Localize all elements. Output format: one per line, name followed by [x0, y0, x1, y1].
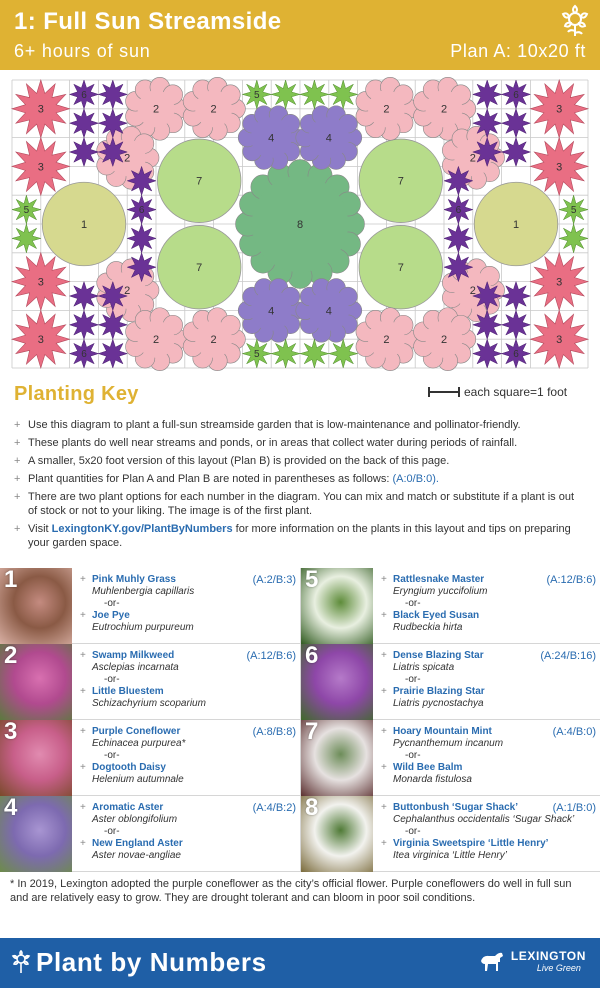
plant-6-dense-blazing-star [473, 339, 502, 368]
alt-plant-common-name: Wild Bee Balm [393, 762, 463, 773]
scale-legend [428, 385, 567, 399]
plant-entry-3 [0, 720, 300, 796]
plant-quantity: (A:2/B:3) [252, 574, 296, 586]
plant-6-dense-blazing-star [502, 138, 531, 167]
plant-scientific-name: Liatris spicata [393, 662, 455, 673]
sunflower-logo-icon [558, 4, 592, 38]
plant-number-label: 2 [124, 285, 131, 298]
alt-plant-common-name: Dogtooth Daisy [92, 762, 166, 773]
plant-photo [0, 568, 72, 644]
plant-number-label: 6 [455, 205, 462, 217]
instruction-item: + A smaller, 5x20 foot version of this layout (Plan B) is provided on the back of this page. [14, 455, 450, 467]
plant-quantity: (A:4/B:0) [552, 726, 596, 738]
plant-6-dense-blazing-star [70, 310, 99, 339]
plant-scientific-name: Cephalanthus occidentalis ‘Sugar Shack’ [393, 814, 575, 825]
plant-6-dense-blazing-star [98, 282, 127, 311]
plant-number-label: 7 [196, 262, 203, 275]
plant-6-dense-blazing-star [473, 282, 502, 311]
planting-key-title: Planting Key [14, 383, 139, 405]
plant-scientific-name: Asclepias incarnata [92, 662, 179, 673]
plant-number-label: 7 [196, 175, 203, 188]
plant-6-dense-blazing-star [70, 138, 99, 167]
plan-size: Plan A: 10x20 ft [450, 41, 586, 61]
plant-number-label: 2 [383, 103, 390, 116]
alt-plant-scientific-name: Itea virginica ‘Little Henry’ [393, 850, 507, 861]
plant-quantity: (A:4/B:2) [252, 802, 296, 814]
plant-common-name: Rattlesnake Master [393, 574, 485, 585]
plant-photo [301, 796, 373, 872]
plant-number-label: 5 [254, 349, 260, 361]
alt-plant-scientific-name: Rudbeckia hirta [393, 622, 463, 633]
plant-common-name: Purple Coneflower [92, 726, 181, 737]
plant-number-label: 4 [268, 305, 275, 318]
plant-scientific-name: Echinacea purpurea* [92, 738, 186, 749]
plus-icon: + [14, 455, 21, 467]
plant-6-dense-blazing-star [98, 109, 127, 138]
plant-number-label: 4 [325, 132, 332, 145]
plant-entry-6 [300, 644, 600, 720]
plant-number: 4 [4, 794, 18, 821]
plant-6-dense-blazing-star [127, 166, 156, 195]
plant-scientific-name: Aster oblongifolium [92, 814, 178, 825]
footnote: * In 2019, Lexington adopted the purple coneflower as the city’s official flower. Purple coneflowers do well in full sun and are relatively easy to grow. They are drought tolerant and can bloom in poor soil conditions. [10, 878, 572, 904]
quantity-format: (A:0/B:0). [392, 473, 439, 485]
plant-scientific-name: Eryngium yuccifolium [393, 586, 488, 597]
lexington-brand [511, 949, 586, 973]
plant-common-name: Dense Blazing Star [393, 650, 484, 661]
plant-entry-7 [300, 720, 600, 796]
brand-tagline: Live Green [536, 963, 581, 973]
plant-number-label: 4 [325, 305, 332, 318]
plant-entry-1 [0, 568, 300, 644]
scale-bar-icon [428, 387, 460, 397]
plant-quantity: (A:12/B:6) [546, 574, 596, 586]
alt-plant-common-name: Virginia Sweetspire ‘Little Henry’ [393, 838, 549, 849]
brand-name: LEXINGTON [510, 949, 586, 963]
plant-number-label: 7 [397, 175, 404, 188]
plant-6-dense-blazing-star [473, 80, 502, 109]
plant-photo [0, 796, 72, 872]
plant-number-label: 2 [124, 152, 131, 165]
plant-quantity: (A:8/B:8) [252, 726, 296, 738]
plant-entry-5 [300, 568, 600, 644]
plant-number-label: 2 [440, 103, 448, 116]
plant-number: 3 [4, 718, 18, 745]
plant-number-label: 2 [469, 152, 476, 165]
plant-common-name: Pink Muhly Grass [92, 574, 176, 585]
plant-6-dense-blazing-star [444, 166, 473, 195]
plant-number-label: 2 [210, 103, 217, 116]
plant-number-label: 3 [37, 334, 44, 347]
plant-number-label: 2 [210, 334, 217, 347]
plant-photo [0, 644, 72, 720]
plant-number-label: 6 [81, 349, 87, 361]
instruction-item: + There are two plant options for each number in the diagram. You can mix and match or substitute if a plant is out of stock or not to your liking. The image is of the first plant. [14, 491, 575, 517]
plant-or-separator: -or- [405, 750, 421, 761]
plant-number-label: 6 [513, 349, 519, 361]
plus-icon: + [14, 491, 21, 503]
plant-number: 7 [305, 718, 319, 745]
plus-icon: + [14, 523, 21, 535]
plant-6-dense-blazing-star [444, 224, 473, 253]
plant-number-label: 3 [556, 161, 563, 174]
plant-scientific-name: Muhlenbergia capillaris [92, 586, 195, 597]
plant-entry-2 [0, 644, 300, 720]
plant-number: 8 [305, 794, 319, 821]
alt-plant-scientific-name: Schizachyrium scoparium [92, 698, 206, 709]
plant-number-label: 3 [556, 334, 563, 347]
footer-title: Plant by Numbers [36, 947, 267, 977]
plant-number-label: 5 [23, 205, 30, 217]
plant-common-name: Swamp Milkweed [92, 650, 175, 661]
plant-5-rattlesnake-master [300, 339, 329, 368]
plant-number-label: 7 [397, 262, 404, 275]
plant-number-label: 8 [296, 218, 304, 231]
plant-photo [0, 720, 72, 796]
plant-6-dense-blazing-star [473, 109, 502, 138]
alt-plant-scientific-name: Eutrochium purpureum [92, 622, 194, 633]
plant-6-dense-blazing-star [127, 224, 156, 253]
plant-6-dense-blazing-star [444, 253, 473, 282]
plus-icon: + [14, 473, 21, 485]
plant-number-label: 2 [469, 285, 476, 298]
website-link[interactable]: LexingtonKY.gov/PlantByNumbers [51, 523, 233, 535]
sunflower-icon [10, 950, 32, 974]
plant-6-dense-blazing-star [70, 282, 99, 311]
plant-number-label: 2 [152, 334, 160, 347]
plant-common-name: Hoary Mountain Mint [393, 726, 492, 737]
plant-number-label: 1 [512, 218, 520, 231]
plant-6-dense-blazing-star [98, 138, 127, 167]
plant-5-rattlesnake-master [329, 80, 358, 109]
plant-6-dense-blazing-star [502, 282, 531, 311]
plant-number: 6 [305, 642, 319, 669]
plant-number-label: 3 [37, 103, 44, 116]
plant-number-label: 2 [152, 103, 160, 116]
plant-photo [301, 720, 373, 796]
plant-photo [301, 568, 373, 644]
footer-bar [0, 938, 600, 988]
plant-6-dense-blazing-star [473, 310, 502, 339]
alt-plant-common-name: Joe Pye [92, 610, 130, 621]
plant-number-label: 4 [268, 132, 275, 145]
alt-plant-common-name: Little Bluestem [92, 686, 164, 697]
plant-number-label: 3 [37, 276, 44, 289]
plant-number-label: 6 [81, 89, 87, 101]
plant-number: 2 [4, 642, 18, 669]
plant-number-label: 6 [138, 205, 145, 217]
plant-or-separator: -or- [405, 826, 421, 837]
plant-6-dense-blazing-star [98, 80, 127, 109]
alt-plant-scientific-name: Aster novae-angliae [92, 850, 181, 861]
plant-photo [301, 644, 373, 720]
plant-number-label: 3 [37, 161, 44, 174]
plant-6-dense-blazing-star [98, 310, 127, 339]
plant-6-dense-blazing-star [70, 109, 99, 138]
plant-5-rattlesnake-master [300, 80, 329, 109]
alt-plant-common-name: Prairie Blazing Star [393, 686, 485, 697]
plant-entry-8 [300, 796, 600, 872]
planting-instructions [14, 418, 586, 554]
plant-quantity: (A:12/B:6) [246, 650, 296, 662]
plant-number-label: 1 [80, 218, 88, 231]
alt-plant-scientific-name: Monarda fistulosa [393, 774, 472, 785]
plant-5-rattlesnake-master [559, 224, 588, 253]
plant-5-rattlesnake-master [12, 224, 41, 253]
plant-number: 5 [305, 566, 319, 593]
plant-number-label: 2 [440, 334, 448, 347]
instruction-item: + These plants do well near streams and ponds, or in areas that collect water during periods of rainfall. [14, 437, 518, 449]
plant-number-label: 3 [556, 276, 563, 289]
plant-6-dense-blazing-star [502, 109, 531, 138]
plant-6-dense-blazing-star [98, 339, 127, 368]
plant-number-label: 3 [556, 103, 563, 116]
plant-6-dense-blazing-star [127, 253, 156, 282]
plant-or-separator: -or- [405, 674, 421, 685]
instruction-item: + Visit LexingtonKY.gov/PlantByNumbers for more information on the plants in this layout and tips on preparing your garden space. [14, 523, 571, 549]
plant-5-rattlesnake-master [271, 339, 300, 368]
instruction-item: + Use this diagram to plant a full-sun streamside garden that is low-maintenance and pollinator-friendly. [14, 419, 521, 431]
plant-number-label: 5 [570, 205, 577, 217]
plant-6-dense-blazing-star [502, 310, 531, 339]
alt-plant-common-name: New England Aster [92, 838, 183, 849]
plant-5-rattlesnake-master [271, 80, 300, 109]
plant-number: 1 [4, 566, 18, 593]
sun-requirement: 6+ hours of sun [14, 41, 151, 61]
plant-5-rattlesnake-master [329, 339, 358, 368]
alt-plant-scientific-name: Helenium autumnale [92, 774, 184, 785]
garden-diagram [0, 76, 600, 372]
instruction-item: + Plant quantities for Plan A and Plan B are noted in parentheses as follows: (A:0/B:0). [14, 473, 439, 485]
plant-number-label: 6 [513, 89, 519, 101]
plant-list [0, 568, 600, 873]
plant-number-label: 5 [254, 89, 260, 101]
plus-icon: + [14, 437, 21, 449]
plant-or-separator: -or- [104, 750, 120, 761]
plant-or-separator: -or- [405, 598, 421, 609]
plant-quantity: (A:24/B:16) [540, 650, 596, 662]
page-header [0, 0, 600, 70]
plant-entry-4 [0, 796, 300, 872]
plant-common-name: Aromatic Aster [92, 802, 164, 813]
plant-common-name: Buttonbush ‘Sugar Shack’ [393, 802, 519, 813]
alt-plant-scientific-name: Liatris pycnostachya [393, 698, 484, 709]
plant-or-separator: -or- [104, 826, 120, 837]
alt-plant-common-name: Black Eyed Susan [393, 610, 480, 621]
plus-icon: + [14, 419, 21, 431]
plant-or-separator: -or- [104, 598, 120, 609]
plant-or-separator: -or- [104, 674, 120, 685]
page-title: 1: Full Sun Streamside [14, 8, 282, 35]
plant-6-dense-blazing-star [473, 138, 502, 167]
plant-quantity: (A:1/B:0) [552, 802, 596, 814]
plant-scientific-name: Pycnanthemum incanum [393, 738, 504, 749]
plant-number-label: 2 [383, 334, 390, 347]
scale-label: each square=1 foot [464, 385, 568, 399]
horse-icon [477, 949, 505, 975]
